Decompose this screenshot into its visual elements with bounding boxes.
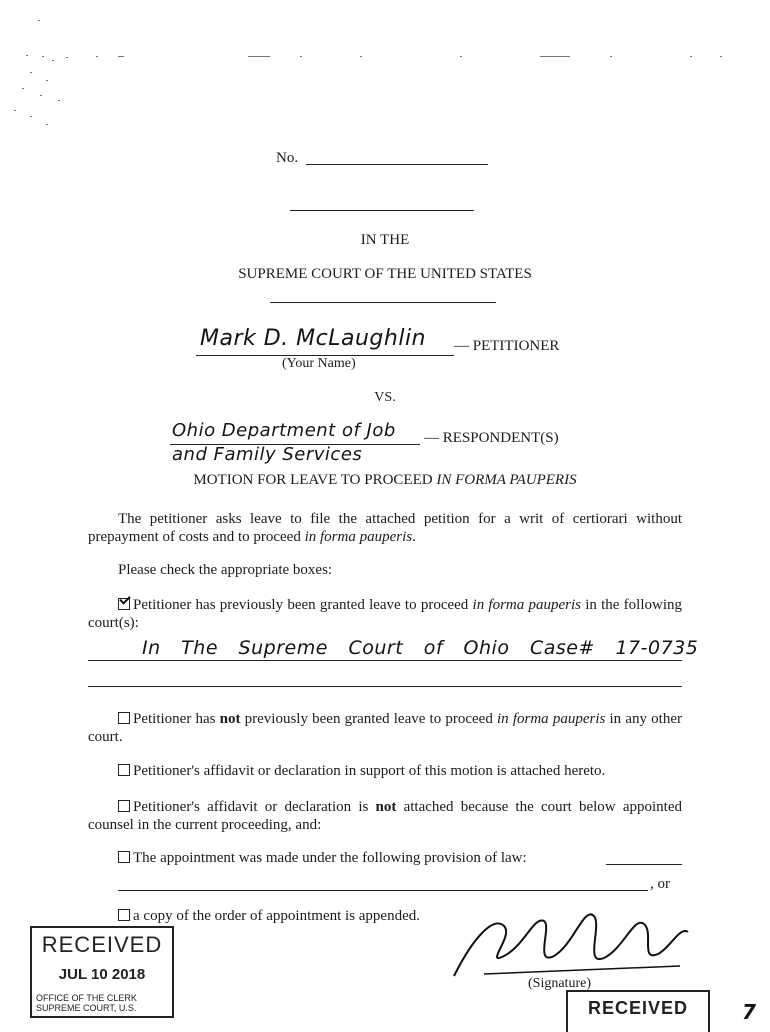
petitioner-name-handwritten: Mark D. McLaughlin (200, 326, 427, 351)
check-instruction: Please check the appropriate boxes: (118, 562, 333, 578)
respondent-name-line2-handwritten: and Family Services (172, 444, 363, 465)
prior-court-line2 (88, 686, 682, 687)
motion-title-italic: IN FORMA PAUPERIS (436, 472, 577, 488)
option1-italic: in forma pauperis (472, 597, 581, 613)
margin-mark: 7 (742, 1000, 757, 1024)
or-label: , or (650, 876, 670, 892)
option4-bold: not (375, 799, 397, 815)
checkbox-affidavit-not-attached[interactable] (118, 800, 130, 812)
option-appointment-provision (118, 850, 527, 867)
signature-label: (Signature) (528, 976, 591, 991)
checkbox-previously-granted[interactable] (118, 598, 130, 610)
case-number-label: No. (276, 150, 299, 166)
case-number-line (306, 164, 488, 165)
respondent-name-line1-handwritten: Ohio Department of Job (172, 420, 396, 441)
option-order-appended (118, 908, 420, 925)
received-stamp-bottom (566, 990, 710, 1032)
received-stamp-clerk (30, 926, 174, 1018)
your-name-label: (Your Name) (282, 356, 356, 371)
option2-end: in any other court. (88, 711, 682, 745)
motion-title-prefix: MOTION FOR LEAVE TO PROCEED (193, 472, 437, 488)
intro-end: . (412, 529, 416, 545)
court-name-heading: SUPREME COURT OF THE UNITED STATES (238, 266, 532, 282)
option-affidavit-not-attached (88, 798, 682, 834)
prior-court-handwritten: In The Supreme Court of Ohio Case# 17-0735 (142, 637, 699, 659)
option4-end: attached because the court below appointed counsel in the current proceeding, and: (88, 799, 682, 833)
checkbox-not-previously-granted[interactable] (118, 712, 130, 724)
in-the-heading: IN THE (360, 232, 410, 248)
stamp-date-text: JUL 10 2018 (58, 966, 146, 983)
respondent-role-label: — RESPONDENT(S) (424, 430, 559, 446)
option2-mid: previously been granted leave to proceed (240, 711, 498, 727)
intro-text: The petitioner asks leave to file the attached petition for a writ of certiorari without prepayment of costs and to proceed (88, 511, 682, 545)
provision-line1 (606, 864, 682, 865)
option5-text: The appointment was made under the following provision of law: (133, 850, 527, 866)
provision-line2 (118, 890, 648, 891)
header-divider (290, 210, 474, 211)
checkbox-affidavit-attached[interactable] (118, 764, 130, 776)
option2-bold: not (219, 711, 241, 727)
option2-italic: in forma pauperis (497, 711, 606, 727)
option-previously-granted (88, 596, 682, 632)
versus-label: VS. (374, 390, 396, 405)
option6-text: a copy of the order of appointment is appended. (133, 908, 420, 924)
option2-start: Petitioner has (133, 711, 220, 727)
stamp-right-received-text: RECEIVED (587, 998, 689, 1018)
option-not-previously-granted (88, 710, 682, 746)
option1-end: in the following court(s): (88, 597, 683, 631)
checkbox-appointment-provision[interactable] (118, 851, 130, 863)
option4-start: Petitioner's affidavit or declaration is (133, 799, 376, 815)
option-affidavit-attached (88, 762, 682, 780)
stamp-office-line1: OFFICE OF THE CLERK (36, 993, 137, 1003)
intro-paragraph (88, 510, 682, 546)
court-divider (270, 302, 496, 303)
motion-title (0, 472, 770, 489)
petitioner-role-label: — PETITIONER (454, 338, 560, 354)
stamp-received-text: RECEIVED (41, 932, 163, 957)
stamp-office-line2: SUPREME COURT, U.S. (36, 1003, 137, 1013)
case-number-row (276, 150, 298, 167)
option1-text: Petitioner has previously been granted leave to proceed (133, 597, 473, 613)
option3-text: Petitioner's affidavit or declaration in support of this motion is attached hereto. (133, 763, 606, 779)
checkbox-order-appended[interactable] (118, 909, 130, 921)
signature-scribble (444, 896, 694, 986)
intro-italic: in forma pauperis (304, 529, 413, 545)
prior-court-line1 (88, 660, 682, 661)
